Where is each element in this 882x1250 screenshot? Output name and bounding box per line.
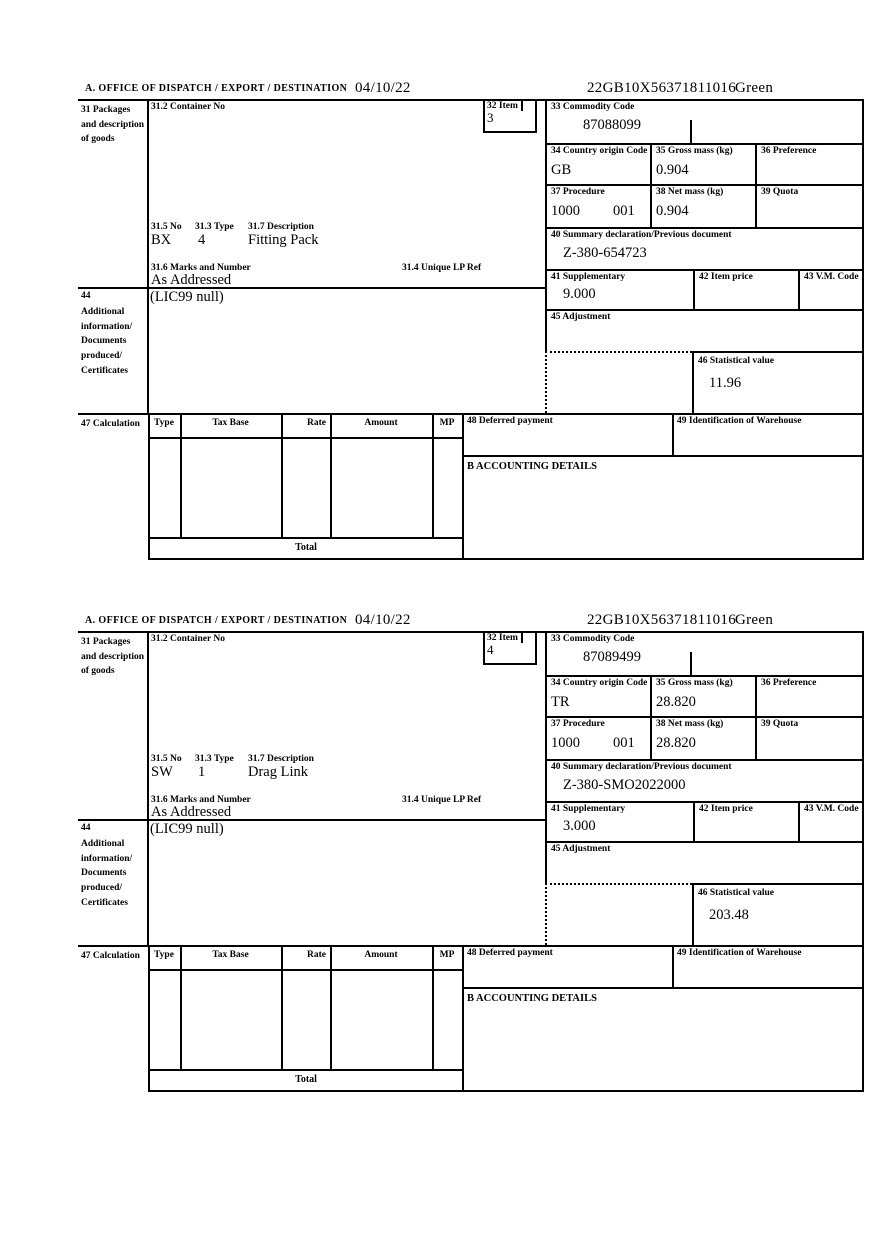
divider bbox=[690, 120, 692, 143]
divider bbox=[147, 99, 149, 415]
quota-label: 39 Quota bbox=[761, 187, 799, 197]
divider bbox=[545, 269, 864, 271]
divider bbox=[545, 227, 864, 229]
divider bbox=[672, 945, 674, 989]
mp-column-header: MP bbox=[439, 418, 455, 428]
preference-label: 36 Preference bbox=[761, 146, 817, 156]
rate-column-header: Rate bbox=[307, 418, 326, 428]
description-label: 31.7 Description bbox=[248, 754, 314, 764]
divider bbox=[545, 309, 864, 311]
rate-column-header: Rate bbox=[307, 950, 326, 960]
statistical-value-label: 46 Statistical value bbox=[698, 888, 774, 898]
divider bbox=[78, 631, 864, 633]
statistical-value: 11.96 bbox=[709, 375, 742, 391]
description-label: 31.7 Description bbox=[248, 222, 314, 232]
tax-base-column-header: Tax Base bbox=[212, 950, 249, 960]
divider bbox=[545, 716, 864, 718]
divider bbox=[180, 945, 182, 1071]
divider bbox=[148, 969, 464, 971]
box44-number: 44 bbox=[81, 291, 91, 301]
divider bbox=[798, 269, 800, 309]
net-mass-value: 0.904 bbox=[656, 203, 689, 219]
commodity-code-value: 87088099 bbox=[583, 117, 641, 133]
procedure-label: 37 Procedure bbox=[551, 719, 605, 729]
summary-declaration-value: Z-380-SMO2022000 bbox=[563, 777, 686, 793]
gross-mass-value: 28.820 bbox=[656, 694, 696, 710]
divider bbox=[693, 269, 695, 309]
divider bbox=[545, 631, 547, 884]
gross-mass-label: 35 Gross mass (kg) bbox=[656, 146, 733, 156]
tax-base-column-header: Tax Base bbox=[212, 418, 249, 428]
routing-indicator: Green bbox=[735, 80, 774, 96]
item-label: 32 Item bbox=[487, 101, 518, 111]
marks-number-value: As Addressed bbox=[151, 804, 232, 820]
divider bbox=[330, 945, 332, 1071]
container-no-label: 31.2 Container No bbox=[151, 634, 225, 644]
marks-number-label: 31.6 Marks and Number bbox=[151, 263, 251, 273]
box31-label: 31 Packages and description of goods bbox=[81, 637, 145, 677]
quota-label: 39 Quota bbox=[761, 719, 799, 729]
total-label: Total bbox=[295, 542, 317, 553]
customs-declaration-form bbox=[78, 80, 864, 564]
divider bbox=[545, 143, 864, 145]
declaration-reference: 22GB10X56371811016 bbox=[587, 612, 737, 628]
divider bbox=[330, 413, 332, 539]
divider bbox=[180, 413, 182, 539]
adjustment-label: 45 Adjustment bbox=[551, 844, 611, 854]
divider bbox=[78, 99, 864, 101]
packages-no-value: SW bbox=[151, 764, 173, 780]
country-origin-label: 34 Country origin Code bbox=[551, 146, 648, 156]
item-price-label: 42 Item price bbox=[699, 272, 753, 282]
divider bbox=[521, 99, 523, 111]
country-origin-value: TR bbox=[551, 694, 570, 710]
divider bbox=[862, 99, 864, 560]
commodity-code-value: 87089499 bbox=[583, 649, 641, 665]
supplementary-label: 41 Supplementary bbox=[551, 804, 626, 814]
deferred-payment-label: 48 Deferred payment bbox=[467, 416, 553, 426]
item-price-label: 42 Item price bbox=[699, 804, 753, 814]
warehouse-id-label: 49 Identification of Warehouse bbox=[677, 416, 802, 426]
divider bbox=[545, 759, 864, 761]
dotted-divider bbox=[545, 351, 692, 353]
divider bbox=[672, 413, 674, 457]
procedure-label: 37 Procedure bbox=[551, 187, 605, 197]
divider bbox=[545, 841, 864, 843]
accounting-details-label: B ACCOUNTING DETAILS bbox=[467, 461, 597, 472]
supplementary-value: 3.000 bbox=[563, 818, 596, 834]
divider bbox=[78, 819, 545, 821]
item-number-value: 3 bbox=[487, 110, 494, 125]
unique-lp-ref-label: 31.4 Unique LP Ref bbox=[402, 263, 482, 273]
dotted-divider bbox=[545, 883, 692, 885]
divider bbox=[798, 801, 800, 841]
box44-label: Additional information/ Documents produced/ Certificates bbox=[81, 839, 133, 908]
divider bbox=[148, 558, 864, 560]
procedure-extra-value: 001 bbox=[613, 203, 635, 219]
packages-no-label: 31.5 No bbox=[151, 754, 182, 764]
packages-type-label: 31.3 Type bbox=[195, 222, 234, 232]
divider bbox=[148, 1069, 464, 1071]
divider bbox=[545, 675, 864, 677]
divider bbox=[432, 413, 434, 539]
mp-column-header: MP bbox=[439, 950, 455, 960]
vm-code-label: 43 V.M. Code bbox=[804, 272, 859, 282]
divider bbox=[78, 287, 545, 289]
box44-label: Additional information/ Documents produced/ Certificates bbox=[81, 307, 133, 376]
item-label: 32 Item bbox=[487, 633, 518, 643]
packages-type-value: 1 bbox=[198, 764, 206, 780]
description-value: Drag Link bbox=[248, 764, 308, 780]
declaration-date: 04/10/22 bbox=[355, 80, 411, 96]
calculation-label: 47 Calculation bbox=[81, 419, 140, 429]
adjustment-label: 45 Adjustment bbox=[551, 312, 611, 322]
customs-declaration-form bbox=[78, 612, 864, 1096]
divider bbox=[462, 455, 864, 457]
divider bbox=[690, 652, 692, 675]
commodity-code-label: 33 Commodity Code bbox=[551, 102, 635, 112]
summary-declaration-value: Z-380-654723 bbox=[563, 245, 647, 261]
supplementary-value: 9.000 bbox=[563, 286, 596, 302]
gross-mass-value: 0.904 bbox=[656, 162, 689, 178]
statistical-value: 203.48 bbox=[709, 907, 749, 923]
declaration-date: 04/10/22 bbox=[355, 612, 411, 628]
divider bbox=[521, 631, 523, 643]
divider bbox=[148, 437, 464, 439]
deferred-payment-label: 48 Deferred payment bbox=[467, 948, 553, 958]
divider bbox=[693, 801, 695, 841]
office-of-dispatch-label: A. OFFICE OF DISPATCH / EXPORT / DESTINATION bbox=[85, 615, 348, 626]
commodity-code-label: 33 Commodity Code bbox=[551, 634, 635, 644]
routing-indicator: Green bbox=[735, 612, 774, 628]
preference-label: 36 Preference bbox=[761, 678, 817, 688]
packages-type-value: 4 bbox=[198, 232, 206, 248]
divider bbox=[545, 99, 547, 352]
divider bbox=[148, 537, 464, 539]
total-label: Total bbox=[295, 1074, 317, 1085]
packages-type-label: 31.3 Type bbox=[195, 754, 234, 764]
accounting-details-label: B ACCOUNTING DETAILS bbox=[467, 993, 597, 1004]
unique-lp-ref-label: 31.4 Unique LP Ref bbox=[402, 795, 482, 805]
divider bbox=[462, 987, 864, 989]
procedure-extra-value: 001 bbox=[613, 735, 635, 751]
vm-code-label: 43 V.M. Code bbox=[804, 804, 859, 814]
net-mass-label: 38 Net mass (kg) bbox=[656, 187, 724, 197]
additional-information-value: (LIC99 null) bbox=[150, 289, 224, 305]
statistical-value-label: 46 Statistical value bbox=[698, 356, 774, 366]
amount-column-header: Amount bbox=[364, 950, 398, 960]
divider bbox=[545, 801, 864, 803]
declaration-reference: 22GB10X56371811016 bbox=[587, 80, 737, 96]
dotted-divider bbox=[545, 883, 547, 945]
container-no-label: 31.2 Container No bbox=[151, 102, 225, 112]
procedure-value: 1000 bbox=[551, 735, 580, 751]
box31-label: 31 Packages and description of goods bbox=[81, 105, 145, 145]
procedure-value: 1000 bbox=[551, 203, 580, 219]
marks-number-value: As Addressed bbox=[151, 272, 232, 288]
warehouse-id-label: 49 Identification of Warehouse bbox=[677, 948, 802, 958]
calculation-label: 47 Calculation bbox=[81, 951, 140, 961]
divider bbox=[148, 1090, 864, 1092]
summary-declaration-label: 40 Summary declaration/Previous document bbox=[551, 762, 732, 772]
divider bbox=[281, 413, 283, 539]
net-mass-label: 38 Net mass (kg) bbox=[656, 719, 724, 729]
box44-number: 44 bbox=[81, 823, 91, 833]
description-value: Fitting Pack bbox=[248, 232, 319, 248]
divider bbox=[281, 945, 283, 1071]
gross-mass-label: 35 Gross mass (kg) bbox=[656, 678, 733, 688]
divider bbox=[432, 945, 434, 1071]
supplementary-label: 41 Supplementary bbox=[551, 272, 626, 282]
tax-type-column-header: Type bbox=[154, 418, 174, 428]
dotted-divider bbox=[545, 351, 547, 413]
packages-no-label: 31.5 No bbox=[151, 222, 182, 232]
marks-number-label: 31.6 Marks and Number bbox=[151, 795, 251, 805]
office-of-dispatch-label: A. OFFICE OF DISPATCH / EXPORT / DESTINATION bbox=[85, 83, 348, 94]
tax-type-column-header: Type bbox=[154, 950, 174, 960]
summary-declaration-label: 40 Summary declaration/Previous document bbox=[551, 230, 732, 240]
divider bbox=[545, 184, 864, 186]
country-origin-label: 34 Country origin Code bbox=[551, 678, 648, 688]
country-origin-value: GB bbox=[551, 162, 572, 178]
divider bbox=[862, 631, 864, 1092]
item-number-value: 4 bbox=[487, 642, 494, 657]
net-mass-value: 28.820 bbox=[656, 735, 696, 751]
divider bbox=[147, 631, 149, 947]
amount-column-header: Amount bbox=[364, 418, 398, 428]
packages-no-value: BX bbox=[151, 232, 172, 248]
additional-information-value: (LIC99 null) bbox=[150, 821, 224, 837]
